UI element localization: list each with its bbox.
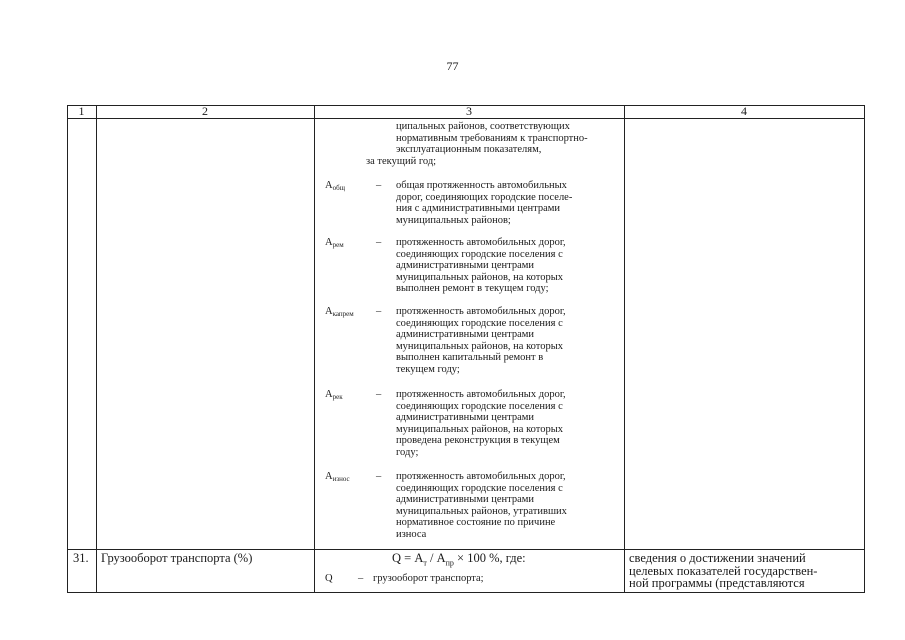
header-col-3: 3	[466, 104, 472, 118]
row-31-q-symbol: Q	[325, 573, 333, 584]
definition-symbol-arem: $А_{рем}$	[325, 237, 344, 249]
header-col-2: 2	[202, 104, 208, 118]
definition-dash: –	[376, 237, 382, 248]
definition-dash: –	[376, 306, 382, 317]
col-border-left	[67, 105, 68, 593]
page-number: 77	[446, 59, 459, 73]
row-31-q-dash: –	[358, 573, 364, 584]
definition-symbol-aiznos: $А_{износ}$	[325, 471, 350, 483]
header-col-4: 4	[741, 104, 747, 118]
definition-text-aobsh: общая протяженность автомобильных дорог, соединяющих городские поселе- ния с административными центрами муниципальных районов;	[396, 180, 573, 226]
row-31-number: 31.	[73, 551, 89, 565]
row-31-name: Грузооборот транспорта (%)	[101, 551, 253, 565]
continuation-text: ципальных районов, соответствующих нормативным требованиям к транспортно- эксплуатационным показателям, за текущий год;	[366, 121, 588, 167]
definition-symbol-arek: $А_{рек}$	[325, 389, 343, 401]
definition-dash: –	[376, 389, 382, 400]
header-bottom-border	[67, 118, 864, 119]
definition-symbol-aobsh: $А_{общ}$	[325, 180, 346, 192]
row-31-source: сведения о достижении значений целевых показателей государствен- ной программы (представляются	[629, 551, 818, 590]
col-border-right	[864, 105, 865, 593]
definition-text-arek: протяженность автомобильных дорог, соединяющих городские поселения с административными центрами муниципальных районов, на которых проведена реконструкция в текущем году;	[396, 389, 566, 458]
definition-dash: –	[376, 471, 382, 482]
definition-dash: –	[376, 180, 382, 191]
definition-text-akaprem: протяженность автомобильных дорог, соединяющих городские поселения с административными центрами муниципальных районов, на которых выполнен капитальный ремонт в текущем году;	[396, 306, 566, 375]
definition-text-arem: протяженность автомобильных дорог, соединяющих городские поселения с административными центрами муниципальных районов, на которых выполнен ремонт в текущем году;	[396, 237, 566, 294]
row-divider	[67, 549, 864, 550]
col-border-2-3	[314, 105, 315, 593]
col-border-3-4	[624, 105, 625, 593]
row-31-q-text: грузооборот транспорта;	[373, 573, 484, 584]
table-bottom-border	[67, 592, 864, 593]
col-border-1-2	[96, 105, 97, 593]
definition-symbol-akaprem: $А_{капрем}$	[325, 306, 354, 318]
definition-text-aiznos: протяженность автомобильных дорог, соединяющих городские поселения с административными центрами муниципальных районов, утративших нормативное состояние по причине износа	[396, 471, 567, 540]
header-col-1: 1	[78, 104, 85, 118]
row-31-formula: $Q = А_т / А_{пр} \times 100$ %, где:	[392, 551, 526, 568]
